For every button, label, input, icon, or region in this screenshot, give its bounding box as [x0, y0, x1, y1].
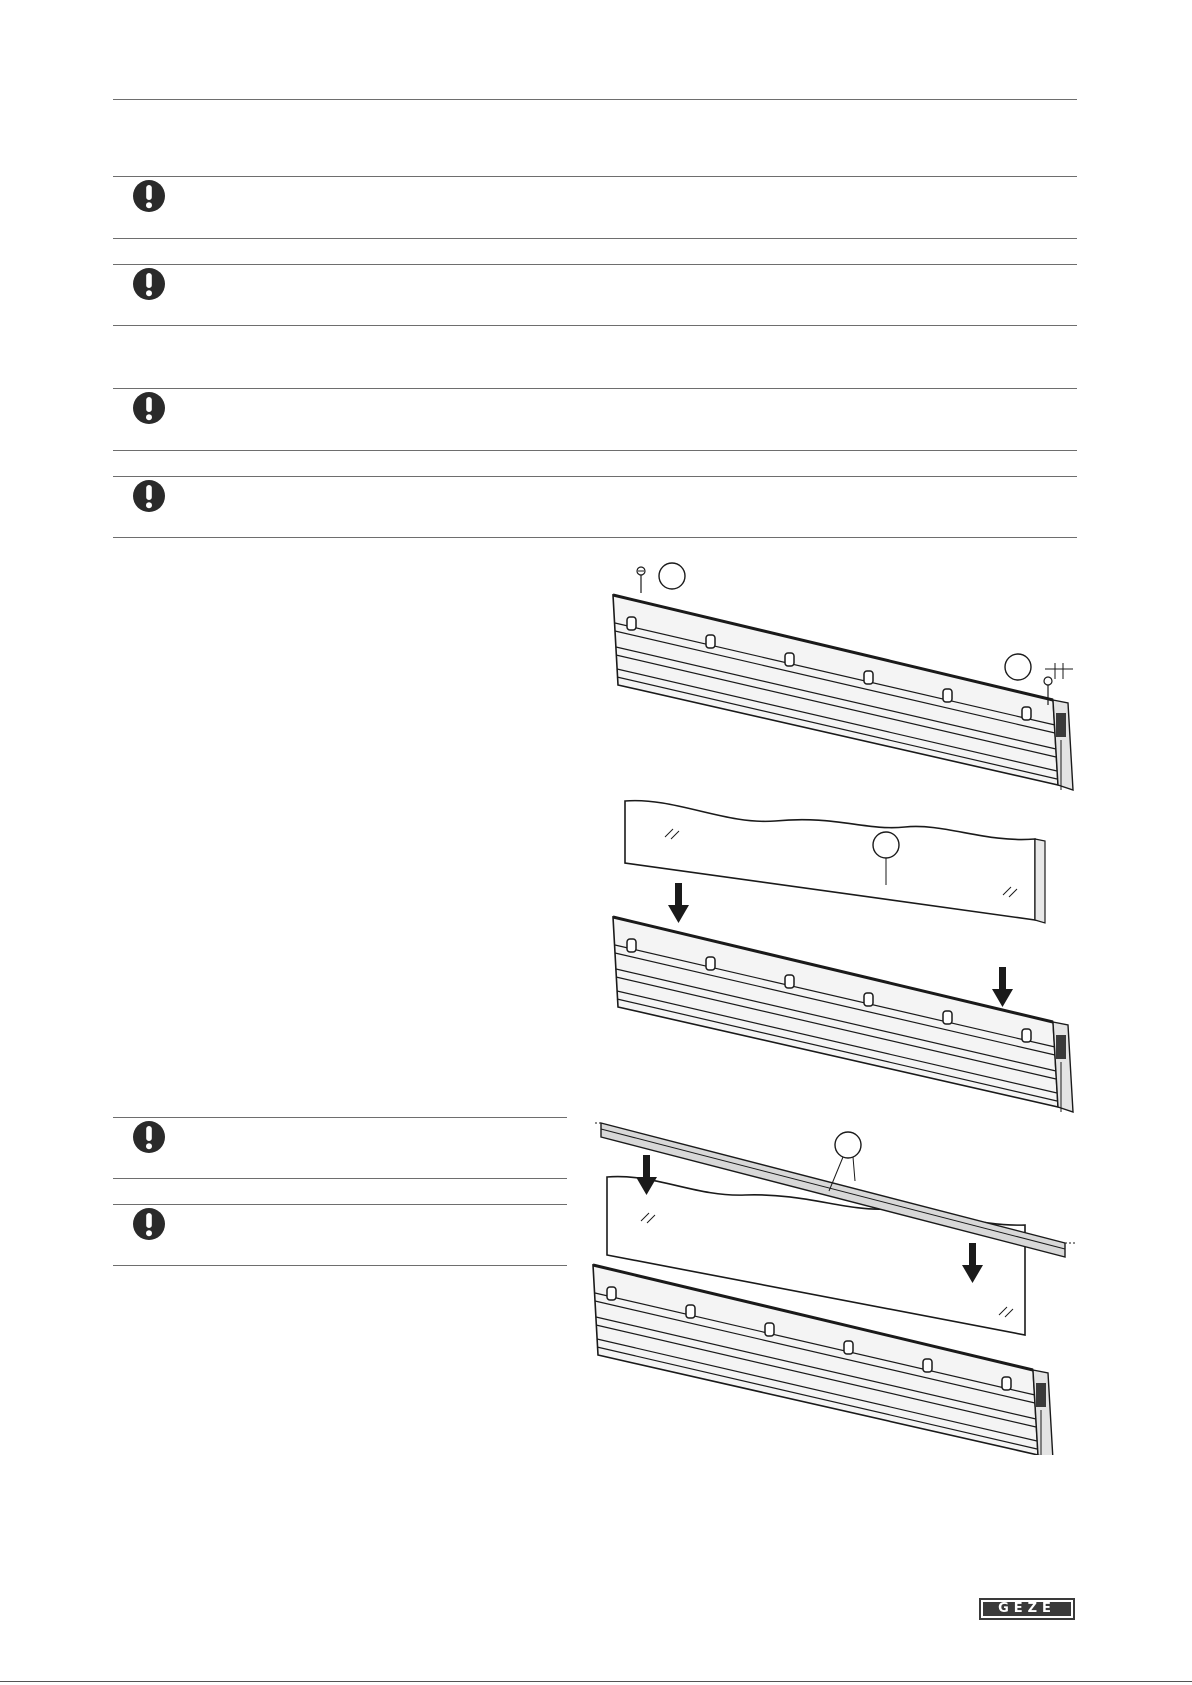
arrow-down-icon	[668, 883, 689, 923]
notice-4-top-rule	[113, 476, 1077, 477]
notice-5-top-rule	[113, 1117, 567, 1118]
notice-icon-5	[131, 1119, 167, 1155]
figure-profile-screws	[605, 555, 1085, 795]
notice-2-bottom-rule	[113, 325, 1077, 326]
notice-icon-3	[131, 390, 167, 426]
notice-icon-4	[131, 478, 167, 514]
notice-6-bottom-rule	[113, 1265, 567, 1266]
page-bottom-rule	[0, 1681, 1192, 1682]
callout-circle	[659, 563, 685, 589]
notice-1-top-rule	[113, 176, 1077, 177]
notice-icon-6	[131, 1206, 167, 1242]
notice-icon-2	[131, 266, 167, 302]
top-rule	[113, 99, 1077, 100]
notice-2-top-rule	[113, 264, 1077, 265]
brand-logo-text: GEZE	[983, 1602, 1071, 1616]
glass-pane	[625, 801, 1035, 920]
figure-glazing-strip	[585, 1115, 1085, 1455]
notice-3-top-rule	[113, 388, 1077, 389]
callout-circle	[873, 832, 899, 858]
figure-glass-insertion	[605, 795, 1085, 1115]
callout-circle	[835, 1132, 861, 1158]
notice-icon-1	[131, 178, 167, 214]
notice-6-top-rule	[113, 1204, 567, 1205]
notice-1-bottom-rule	[113, 238, 1077, 239]
screw-icon	[637, 567, 645, 593]
brand-logo	[979, 1598, 1075, 1620]
notice-3-bottom-rule	[113, 450, 1077, 451]
notice-4-bottom-rule	[113, 537, 1077, 538]
callout-circle	[1005, 654, 1031, 680]
arrow-down-icon	[992, 967, 1013, 1007]
notice-5-bottom-rule	[113, 1178, 567, 1179]
